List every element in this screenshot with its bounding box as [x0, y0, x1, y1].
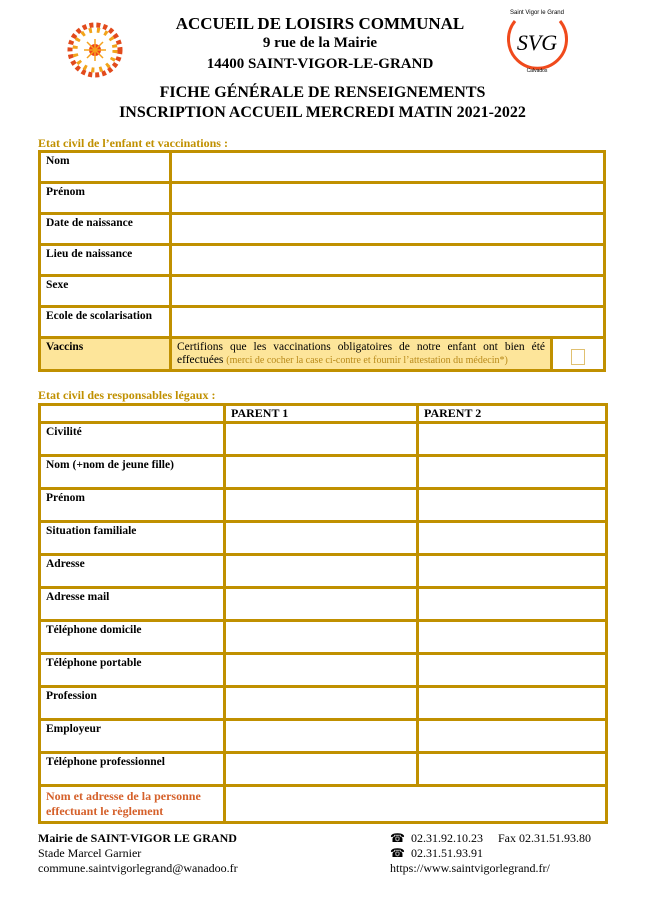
- alsh-logo: [65, 15, 125, 85]
- field-label: Situation familiale: [40, 522, 225, 555]
- parent2-input[interactable]: [418, 456, 607, 489]
- field-label: Employeur: [40, 720, 225, 753]
- child-row: [40, 214, 605, 245]
- parent-row: [40, 555, 607, 588]
- parent1-input[interactable]: [225, 720, 418, 753]
- field-label: Téléphone domicile: [40, 621, 225, 654]
- footer-mairie: Mairie de SAINT-VIGOR LE GRAND: [38, 831, 237, 845]
- child-table: [38, 150, 606, 372]
- parent-row: [40, 621, 607, 654]
- phone-icon: ☎: [390, 831, 405, 845]
- parent-row: [40, 456, 607, 489]
- parent2-input[interactable]: [418, 753, 607, 786]
- parent2-input[interactable]: [418, 588, 607, 621]
- vaccins-checkbox-cell[interactable]: [552, 338, 605, 371]
- svg-text:Calvados: Calvados: [526, 68, 548, 74]
- footer-phone1: 02.31.92.10.23: [410, 831, 483, 845]
- vaccins-note: (merci de cocher la case ci-contre et fournir l’attestation du médecin*): [226, 355, 508, 366]
- parent1-input[interactable]: [225, 621, 418, 654]
- vaccins-row: [40, 338, 605, 371]
- field-label: Nom (+nom de jeune fille): [40, 456, 225, 489]
- svg-town-logo: [505, 6, 570, 74]
- parent2-input[interactable]: [418, 423, 607, 456]
- form-subtitle: INSCRIPTION ACCUEIL MERCREDI MATIN 2021-2022: [119, 104, 526, 121]
- footer-fax: Fax 02.31.51.93.80: [497, 831, 591, 845]
- parent-row: [40, 588, 607, 621]
- parents-header-row: [40, 405, 607, 423]
- field-label: Adresse mail: [40, 588, 225, 621]
- vaccins-statement: Certifions que les vaccinations obligatoires de notre enfant ont bien été effectuées: [177, 341, 545, 366]
- parents-section-title: Etat civil des responsables légaux :: [38, 388, 216, 402]
- child-row: [40, 276, 605, 307]
- payer-label: Nom et adresse de la personne effectuant le règlement: [40, 786, 225, 823]
- field-input[interactable]: [171, 214, 605, 245]
- payer-field[interactable]: [225, 786, 607, 823]
- field-label: Civilité: [40, 423, 225, 456]
- vaccins-label: Vaccins: [40, 338, 171, 371]
- parent-row: [40, 423, 607, 456]
- field-label: Prénom: [40, 183, 171, 214]
- vaccins-checkbox[interactable]: [571, 349, 585, 365]
- parent2-input[interactable]: [418, 687, 607, 720]
- org-name: ACCUEIL DE LOISIRS COMMUNAL: [175, 14, 465, 33]
- footer-website[interactable]: https://www.saintvigorlegrand.fr/: [390, 861, 550, 875]
- parent1-input[interactable]: [225, 753, 418, 786]
- parent2-input[interactable]: [418, 522, 607, 555]
- child-row: [40, 245, 605, 276]
- child-section-title: Etat civil de l’enfant et vaccinations :: [38, 136, 228, 150]
- parent1-input[interactable]: [225, 423, 418, 456]
- parent1-input[interactable]: [225, 687, 418, 720]
- field-input[interactable]: [171, 276, 605, 307]
- header-empty-cell: [40, 405, 225, 423]
- form-title: FICHE GÉNÉRALE DE RENSEIGNEMENTS: [159, 84, 486, 101]
- field-label: Lieu de naissance: [40, 245, 171, 276]
- parent-row: [40, 720, 607, 753]
- field-label: Prénom: [40, 489, 225, 522]
- svg-text:Saint Vigor le Grand: Saint Vigor le Grand: [510, 10, 564, 16]
- footer-email[interactable]: commune.saintvigorlegrand@wanadoo.fr: [38, 861, 238, 875]
- parent1-input[interactable]: [225, 489, 418, 522]
- field-input[interactable]: [171, 245, 605, 276]
- parent-row: [40, 654, 607, 687]
- field-label: Téléphone portable: [40, 654, 225, 687]
- parent2-input[interactable]: [418, 720, 607, 753]
- phone-icon: ☎: [390, 846, 405, 860]
- org-street: 9 rue de la Mairie: [262, 35, 378, 51]
- parent2-input[interactable]: [418, 654, 607, 687]
- footer-stade: Stade Marcel Garnier: [38, 846, 142, 860]
- field-label: Profession: [40, 687, 225, 720]
- parent2-input[interactable]: [418, 621, 607, 654]
- parent1-input[interactable]: [225, 555, 418, 588]
- footer-phone1-line: [390, 831, 591, 846]
- vaccins-text: [171, 338, 552, 371]
- parent1-input[interactable]: [225, 588, 418, 621]
- parent-row: [40, 489, 607, 522]
- parent-row: [40, 522, 607, 555]
- parent2-input[interactable]: [418, 489, 607, 522]
- field-label: Téléphone professionnel: [40, 753, 225, 786]
- parents-table: [38, 403, 608, 824]
- svg-text:SVG: SVG: [516, 30, 558, 55]
- field-input[interactable]: [171, 183, 605, 214]
- field-label: Sexe: [40, 276, 171, 307]
- parent-row: [40, 687, 607, 720]
- child-row: [40, 183, 605, 214]
- field-label: Ecole de scolarisation: [40, 307, 171, 338]
- parent2-input[interactable]: [418, 555, 607, 588]
- child-row: [40, 152, 605, 183]
- parent2-header: PARENT 2: [418, 405, 607, 423]
- parent1-input[interactable]: [225, 654, 418, 687]
- field-label: Adresse: [40, 555, 225, 588]
- parent1-header: PARENT 1: [225, 405, 418, 423]
- field-label: Date de naissance: [40, 214, 171, 245]
- footer-phone2: 02.31.51.93.91: [410, 846, 483, 860]
- field-input[interactable]: [171, 307, 605, 338]
- payer-row: [40, 786, 607, 823]
- parent1-input[interactable]: [225, 522, 418, 555]
- child-row: [40, 307, 605, 338]
- field-label: Nom: [40, 152, 171, 183]
- parent1-input[interactable]: [225, 456, 418, 489]
- field-input[interactable]: [171, 152, 605, 183]
- org-city: 14400 SAINT-VIGOR-LE-GRAND: [206, 56, 434, 72]
- parent-row: [40, 753, 607, 786]
- footer-phone2-line: [390, 846, 483, 861]
